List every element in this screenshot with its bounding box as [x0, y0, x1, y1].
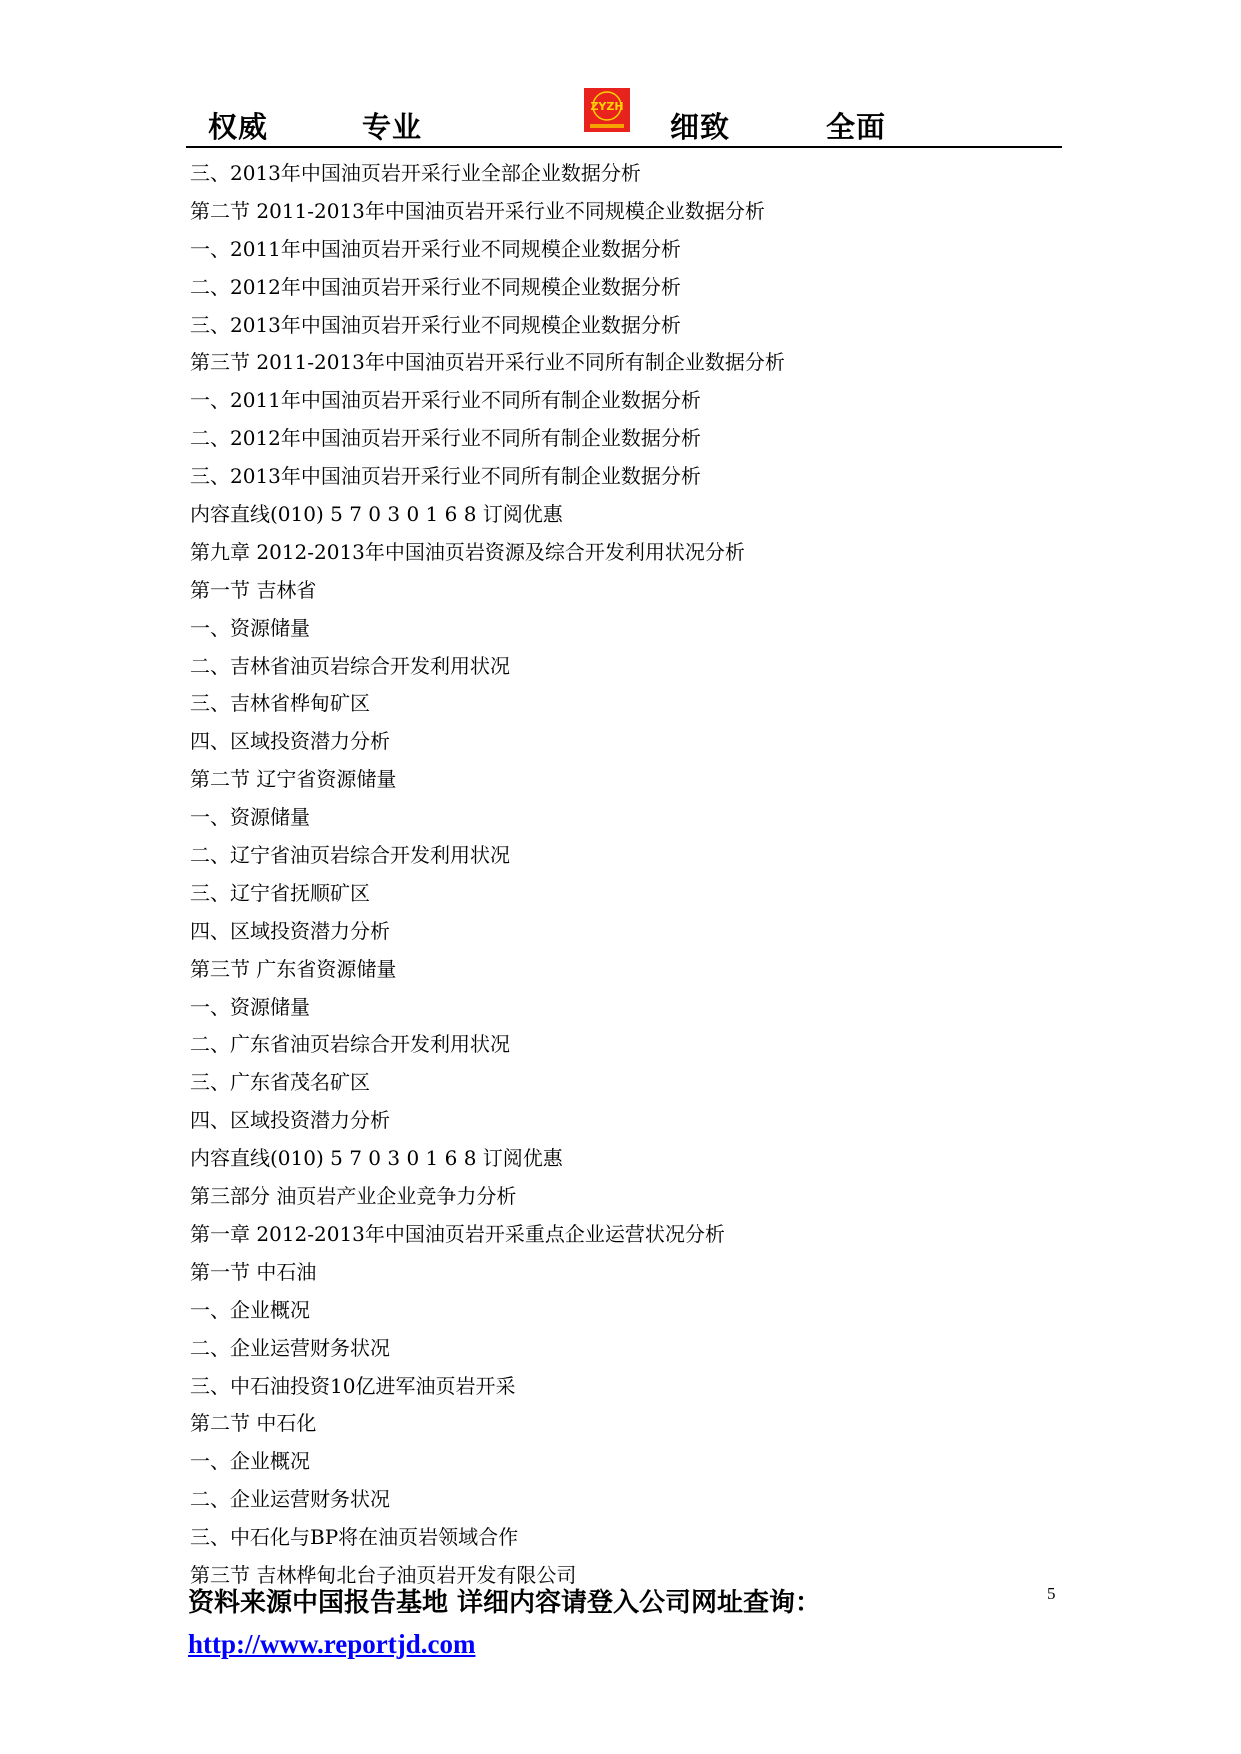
toc-line: 二、广东省油页岩综合开发利用状况: [190, 1032, 510, 1057]
toc-line: 第三节 吉林桦甸北台子油页岩开发有限公司: [190, 1562, 577, 1587]
toc-line: 第三节 广东省资源储量: [190, 956, 397, 981]
toc-line: 内容直线(010) 5 7 0 3 0 1 6 8 订阅优惠: [190, 1146, 563, 1171]
toc-line: 二、企业运营财务状况: [190, 1335, 390, 1360]
toc-line: 内容直线(010) 5 7 0 3 0 1 6 8 订阅优惠: [190, 502, 563, 527]
toc-line: 二、企业运营财务状况: [190, 1487, 390, 1512]
logo-text: ZYZH: [590, 100, 624, 113]
toc-line: 三、中石化与BP将在油页岩领域合作: [190, 1525, 519, 1550]
table-of-contents: [190, 155, 1050, 1595]
toc-line: 一、资源储量: [190, 805, 310, 830]
toc-line: 三、2013年中国油页岩开采行业全部企业数据分析: [190, 161, 641, 185]
header-word-professional: 专业: [362, 110, 423, 144]
company-logo: [582, 86, 632, 134]
toc-line: 一、2011年中国油页岩开采行业不同规模企业数据分析: [190, 236, 681, 261]
header-word-comprehensive: 全面: [826, 110, 887, 144]
logo-bar: [590, 124, 624, 128]
toc-line: 第二节 辽宁省资源储量: [190, 767, 397, 792]
toc-line: 第二节 中石化: [190, 1411, 317, 1436]
page-header: [186, 86, 1062, 148]
toc-line: 第一节 中石油: [190, 1259, 317, 1284]
toc-line: 三、中石油投资10亿进军油页岩开采: [190, 1373, 516, 1398]
page-number: 5: [1047, 1584, 1056, 1603]
toc-line: 四、区域投资潜力分析: [190, 1108, 390, 1133]
page-footer: [188, 1585, 1068, 1675]
toc-line: 一、资源储量: [190, 994, 310, 1019]
toc-line: 一、资源储量: [190, 615, 310, 640]
toc-line: 二、2012年中国油页岩开采行业不同所有制企业数据分析: [190, 426, 701, 451]
toc-line: 二、辽宁省油页岩综合开发利用状况: [190, 843, 510, 868]
toc-line: 第九章 2012-2013年中国油页岩资源及综合开发利用状况分析: [190, 539, 745, 564]
header-word-authority: 权威: [208, 110, 269, 144]
toc-line: 第二节 2011-2013年中国油页岩开采行业不同规模企业数据分析: [190, 198, 765, 223]
toc-line: 三、辽宁省抚顺矿区: [190, 880, 370, 905]
zyzh-logo-icon: [582, 86, 632, 134]
toc-line: 二、2012年中国油页岩开采行业不同规模企业数据分析: [190, 274, 681, 299]
toc-line: 第三部分 油页岩产业企业竞争力分析: [190, 1184, 517, 1209]
footer-source-text: 资料来源中国报告基地 详细内容请登入公司网址查询：: [188, 1588, 822, 1618]
toc-line: 四、区域投资潜力分析: [190, 918, 390, 943]
toc-line: 第三节 2011-2013年中国油页岩开采行业不同所有制企业数据分析: [190, 350, 785, 375]
toc-line: 四、区域投资潜力分析: [190, 729, 390, 754]
footer-website-link[interactable]: http://www.reportjd.com: [188, 1629, 476, 1659]
toc-line: 三、2013年中国油页岩开采行业不同规模企业数据分析: [190, 312, 681, 337]
toc-line: 三、2013年中国油页岩开采行业不同所有制企业数据分析: [190, 464, 701, 489]
header-word-meticulous: 细致: [670, 110, 731, 144]
toc-line: 二、吉林省油页岩综合开发利用状况: [190, 653, 510, 678]
toc-line: 一、企业概况: [190, 1449, 310, 1474]
toc-line: 三、吉林省桦甸矿区: [190, 691, 370, 716]
toc-line: 三、广东省茂名矿区: [190, 1070, 370, 1095]
header-rule: [186, 146, 1062, 148]
toc-line: 第一章 2012-2013年中国油页岩开采重点企业运营状况分析: [190, 1221, 725, 1246]
toc-line: 一、2011年中国油页岩开采行业不同所有制企业数据分析: [190, 388, 701, 413]
toc-line: 第一节 吉林省: [190, 577, 317, 602]
toc-line: 一、企业概况: [190, 1297, 310, 1322]
